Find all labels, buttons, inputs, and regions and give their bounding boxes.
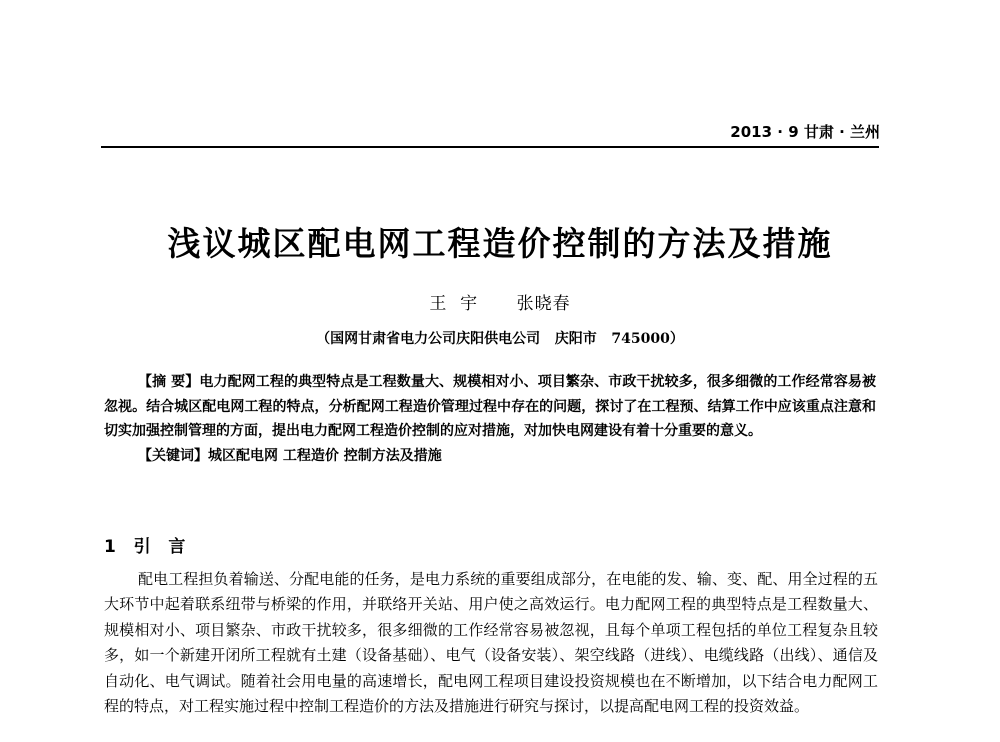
journal-meta: 2013 · 9 甘肃 · 兰州 xyxy=(730,123,880,141)
body-text xyxy=(104,567,878,719)
keywords-text: 城区配电网 工程造价 控制方法及措施 xyxy=(208,447,442,464)
keywords-line xyxy=(104,444,876,469)
paper-affiliation: （国网甘肃省电力公司庆阳供电公司 庆阳市 745000） xyxy=(316,331,684,347)
keywords-label: 【关键词】 xyxy=(138,447,208,464)
abstract-label: 【摘 要】 xyxy=(138,374,200,390)
abstract-text: 电力配网工程的典型特点是工程数量大、规模相对小、项目繁杂、市政干扰较多，很多细微的工作经常容易被忽视。结合城区配电网工程的特点，分析配网工程造价管理过程中存在的问题，探讨了在工程预、结算工作中应该重点注意和切实加强控制管理的方面，提出电力配网工程造价控制的应对措施，对加快电网建设有着十分重要的意义。 xyxy=(104,374,877,440)
abstract-paragraph xyxy=(104,370,876,444)
abstract-block xyxy=(104,370,876,468)
body-paragraph: 配电工程担负着输送、分配电能的任务，是电力系统的重要组成部分，在电能的发、输、变、配、用全过程的五大环节中起着联系纽带与桥梁的作用，并联络开关站、用户使之高效运行。电力配网工程的典型特点是工程数量大、规模相对小、项目繁杂、市政干扰较多，很多细微的工作经常容易被忽视，且每个单项工程包括的单位工程复杂且较多，如一个新建开闭所工程就有土建（设备基础）、电气（设备安装）、架空线路（进线）、电缆线路（出线）、通信及自动化、电气调试。随着社会用电量的高速增长，配电网工程项目建设投资规模也在不断增加，以下结合电力配网工程的特点，对工程实施过程中控制工程造价的方法及措施进行研究与探讨，以提高配电网工程的投资效益。 xyxy=(104,570,878,716)
section-heading: 1 引 言 xyxy=(104,537,186,557)
header-rule xyxy=(101,146,879,148)
paper-title: 浅议城区配电网工程造价控制的方法及措施 xyxy=(167,224,833,263)
paper-authors: 王 宇 张晓春 xyxy=(429,294,571,314)
